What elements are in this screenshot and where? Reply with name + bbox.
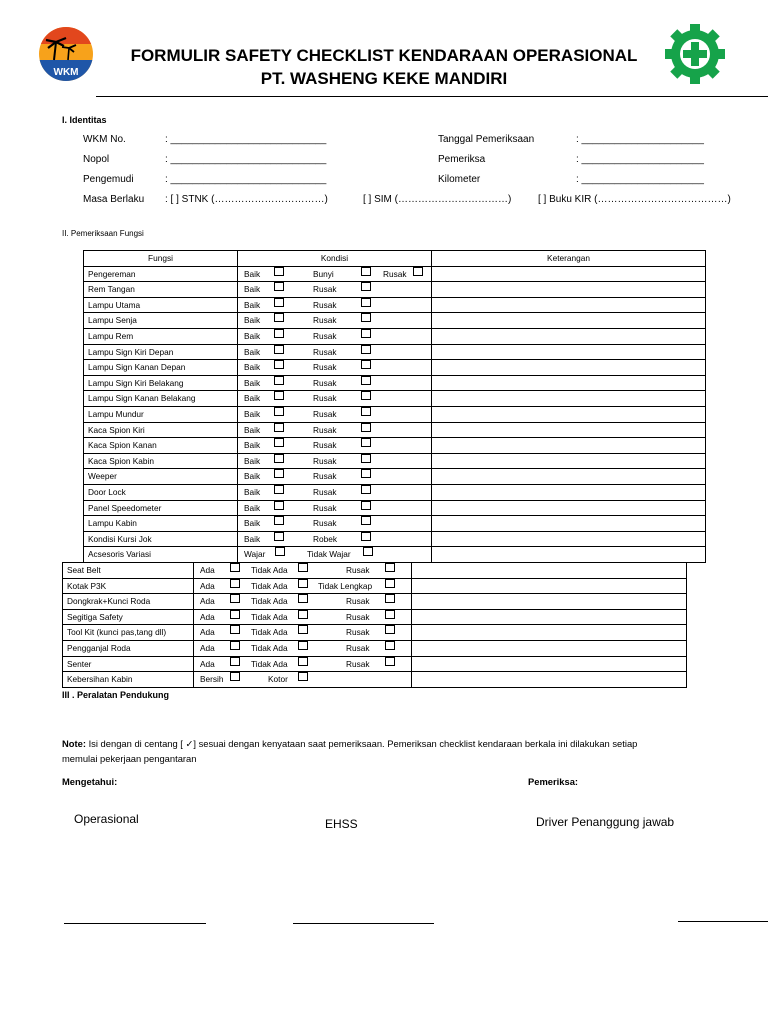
condition-label: Baik: [244, 315, 261, 326]
table-row: [84, 375, 706, 391]
table-row: [84, 266, 706, 282]
keterangan-cell[interactable]: [412, 625, 687, 641]
keterangan-cell[interactable]: [432, 282, 706, 298]
table-row-label: Dongkrak+Kunci Roda: [63, 594, 194, 610]
checkbox[interactable]: [298, 610, 308, 619]
checkbox[interactable]: [361, 298, 371, 307]
checkbox[interactable]: [361, 345, 371, 354]
table-row-label: Door Lock: [84, 484, 238, 500]
checkbox[interactable]: [274, 298, 284, 307]
checkbox[interactable]: [298, 594, 308, 603]
company-name: PT. WASHENG KEKE MANDIRI: [260, 69, 508, 88]
condition-label: Rusak: [313, 486, 337, 497]
checkbox[interactable]: [230, 610, 240, 619]
condition-label: Bunyi: [313, 268, 334, 279]
checkbox[interactable]: [361, 376, 371, 385]
condition-label: Rusak: [346, 565, 370, 575]
condition-label: Ada: [200, 642, 215, 653]
keterangan-cell[interactable]: [432, 422, 706, 438]
condition-label: Ada: [200, 580, 215, 591]
condition-label: Rusak: [313, 330, 337, 341]
ehss-label: EHSS: [325, 817, 358, 831]
checkbox[interactable]: [274, 516, 284, 525]
condition-label: Robek: [313, 533, 337, 544]
table-row-label: Panel Speedometer: [84, 500, 238, 516]
table-row-label: Segitiga Safety: [63, 609, 194, 625]
checkbox[interactable]: [361, 423, 371, 432]
pemeriksaan-table: [83, 250, 706, 563]
table-row: [84, 391, 706, 407]
column-header: Kondisi: [238, 251, 432, 267]
table-row-label: Kaca Spion Kabin: [84, 453, 238, 469]
table-row-label: Kaca Spion Kanan: [84, 438, 238, 454]
condition-label: Rusak: [346, 627, 370, 638]
signature-line-ehss[interactable]: [293, 923, 434, 924]
table-row-label: Lampu Senja: [84, 313, 238, 329]
keterangan-cell[interactable]: [412, 640, 687, 656]
table-row-label: Kondisi Kursi Jok: [84, 531, 238, 547]
nopol-field[interactable]: : ____________________________: [165, 154, 327, 165]
table-row-label: Lampu Utama: [84, 297, 238, 313]
table-row: [84, 516, 706, 532]
condition-label: Rusak: [313, 518, 337, 529]
keterangan-cell[interactable]: [432, 328, 706, 344]
pemeriksa-label: Pemeriksa:: [528, 776, 579, 787]
keterangan-cell[interactable]: [432, 406, 706, 422]
checkbox[interactable]: [385, 579, 395, 588]
checkbox[interactable]: [385, 610, 395, 619]
keterangan-cell[interactable]: [432, 500, 706, 516]
driver-label: Driver Penanggung jawab: [536, 815, 675, 829]
condition-label: Rusak: [313, 424, 337, 435]
condition-label: Rusak: [346, 642, 370, 653]
checkbox[interactable]: [274, 438, 284, 447]
operasional-label: Operasional: [74, 812, 139, 826]
checkbox[interactable]: [230, 672, 240, 681]
checkbox[interactable]: [385, 625, 395, 634]
condition-label: Tidak Lengkap: [318, 580, 373, 591]
condition-label: Rusak: [346, 611, 370, 622]
signature-line-driver[interactable]: [678, 921, 768, 922]
condition-label: Tidak Ada: [251, 658, 288, 669]
checkbox[interactable]: [298, 563, 308, 572]
table-row-label: Tool Kit (kunci pas,tang dll): [63, 625, 194, 641]
checkbox[interactable]: [230, 579, 240, 588]
condition-label: Rusak: [346, 658, 370, 669]
pemeriksaan-heading: II. Pemeriksaan Fungsi: [62, 229, 144, 238]
condition-label: Baik: [244, 284, 261, 295]
checkbox[interactable]: [230, 563, 240, 572]
table-row: [84, 547, 706, 563]
condition-label: Rusak: [313, 440, 337, 451]
signature-line-operasional[interactable]: [64, 923, 206, 924]
table-row: [84, 453, 706, 469]
condition-label: Rusak: [313, 393, 337, 404]
checkbox[interactable]: [274, 329, 284, 338]
checkbox[interactable]: [230, 641, 240, 650]
checkbox[interactable]: [275, 547, 285, 556]
condition-label: Baik: [244, 299, 261, 310]
table-row: [63, 563, 687, 579]
table-row: [84, 469, 706, 485]
checkbox[interactable]: [361, 407, 371, 416]
keterangan-cell[interactable]: [432, 266, 706, 282]
field-label: Kilometer: [438, 174, 481, 185]
condition-label: Rusak: [313, 455, 337, 466]
table-row: [63, 578, 687, 594]
table-row-label: Lampu Mundur: [84, 406, 238, 422]
table-row: [63, 672, 687, 688]
condition-label: Tidak Ada: [251, 611, 288, 622]
note-label: Note:: [62, 738, 86, 749]
checkbox[interactable]: [274, 267, 284, 276]
condition-label: Bersih: [200, 674, 224, 685]
checkbox[interactable]: [413, 267, 423, 276]
table-row: [84, 531, 706, 547]
condition-label: Rusak: [313, 315, 337, 326]
checkbox[interactable]: [361, 391, 371, 400]
keterangan-cell[interactable]: [412, 656, 687, 672]
condition-label: Rusak: [313, 377, 337, 388]
condition-label: Baik: [244, 268, 261, 279]
table-row-label: Weeper: [84, 469, 238, 485]
table-row-label: Lampu Rem: [84, 328, 238, 344]
checkbox[interactable]: [361, 516, 371, 525]
kilometer-field[interactable]: : ______________________: [576, 174, 704, 185]
checkbox[interactable]: [385, 594, 395, 603]
condition-label: Tidak Ada: [251, 642, 288, 653]
keterangan-cell[interactable]: [432, 453, 706, 469]
checkbox[interactable]: [361, 501, 371, 510]
keterangan-cell[interactable]: [432, 469, 706, 485]
keterangan-cell[interactable]: [432, 360, 706, 376]
field-label: WKM No.: [83, 134, 126, 145]
condition-label: Baik: [244, 471, 261, 482]
checkbox[interactable]: [361, 329, 371, 338]
checkbox[interactable]: [361, 360, 371, 369]
condition-label: Baik: [244, 440, 261, 451]
pemeriksa-field[interactable]: : ______________________: [576, 154, 704, 165]
table-row-label: Kotak P3K: [63, 578, 194, 594]
table-row-label: Lampu Sign Kiri Depan: [84, 344, 238, 360]
table-row-label: Kaca Spion Kiri: [84, 422, 238, 438]
note-body: Isi dengan di centang [ ✓] sesuai dengan kenyataan saat pemeriksaan. Pemeriksan checklist kendaraan berkala ini dilakukan setiap: [85, 738, 638, 749]
field-label: Pengemudi: [83, 174, 134, 185]
checkbox[interactable]: [363, 547, 373, 556]
checkbox[interactable]: [361, 532, 371, 541]
condition-label: Tidak Ada: [251, 627, 288, 638]
table-row-label: Pengganjal Roda: [63, 640, 194, 656]
condition-label: Rusak: [346, 596, 370, 607]
table-row: [84, 344, 706, 360]
condition-label: Tidak Ada: [251, 596, 288, 607]
stnk-field[interactable]: : [ ] STNK (……………………………): [165, 194, 328, 205]
table-row-label: Lampu Sign Kiri Belakang: [84, 375, 238, 391]
keterangan-cell[interactable]: [412, 563, 687, 579]
condition-label: Tidak Ada: [251, 580, 288, 591]
tanggal-field[interactable]: : ______________________: [576, 134, 704, 145]
checkbox[interactable]: [361, 267, 371, 276]
column-header: Fungsi: [84, 251, 238, 267]
condition-label: Baik: [244, 393, 261, 404]
condition-label: Baik: [244, 502, 261, 513]
checkbox[interactable]: [361, 313, 371, 322]
condition-label: Baik: [244, 518, 261, 529]
checkbox[interactable]: [298, 579, 308, 588]
keterangan-cell[interactable]: [432, 375, 706, 391]
sim-field[interactable]: [ ] SIM (……………………………): [363, 194, 512, 205]
condition-label: Baik: [244, 362, 261, 373]
table-row-label: Lampu Sign Kanan Depan: [84, 360, 238, 376]
table-row: [84, 406, 706, 422]
keterangan-cell[interactable]: [432, 391, 706, 407]
kir-field[interactable]: [ ] Buku KIR (…………………………………): [538, 194, 731, 205]
table-row-label: Pengereman: [84, 266, 238, 282]
condition-label: Ada: [200, 627, 215, 638]
checkbox[interactable]: [274, 282, 284, 291]
wkm-no-field[interactable]: : ____________________________: [165, 134, 327, 145]
table-row: [84, 328, 706, 344]
condition-label: Rusak: [313, 299, 337, 310]
condition-label: Baik: [244, 330, 261, 341]
table-row: [84, 422, 706, 438]
keterangan-cell[interactable]: [432, 484, 706, 500]
condition-label: Rusak: [313, 284, 337, 295]
checkbox[interactable]: [385, 641, 395, 650]
table-row: [63, 625, 687, 641]
checkbox[interactable]: [274, 423, 284, 432]
table-row-label: Senter: [63, 656, 194, 672]
keterangan-cell[interactable]: [412, 578, 687, 594]
checkbox[interactable]: [274, 407, 284, 416]
table-row: [84, 282, 706, 298]
column-header: Keterangan: [432, 251, 706, 267]
checkbox[interactable]: [274, 469, 284, 478]
table-row: [63, 656, 687, 672]
checkbox[interactable]: [274, 360, 284, 369]
condition-label: Rusak: [313, 471, 337, 482]
keterangan-cell[interactable]: [412, 672, 687, 688]
checkbox[interactable]: [298, 625, 308, 634]
condition-label: Tidak Ada: [251, 565, 288, 575]
condition-label: Ada: [200, 611, 215, 622]
header-divider: [96, 96, 768, 97]
table-row-label: Kebersihan Kabin: [63, 672, 194, 688]
field-label: Pemeriksa: [438, 154, 486, 165]
table-row: [84, 438, 706, 454]
checkbox[interactable]: [385, 657, 395, 666]
condition-label: Kotor: [268, 674, 288, 685]
checkbox[interactable]: [274, 485, 284, 494]
table-row-label: Acsesoris Variasi: [84, 547, 238, 563]
keterangan-cell[interactable]: [432, 297, 706, 313]
table-row: [84, 360, 706, 376]
condition-label: Rusak: [313, 502, 337, 513]
table-row-label: Seat Belt: [63, 563, 194, 579]
condition-label: Baik: [244, 455, 261, 466]
table-row: [84, 484, 706, 500]
checkbox[interactable]: [361, 485, 371, 494]
mengetahui-label: Mengetahui:: [62, 776, 118, 787]
keterangan-cell[interactable]: [412, 594, 687, 610]
table-row-label: Lampu Sign Kanan Belakang: [84, 391, 238, 407]
condition-label: Wajar: [244, 549, 266, 560]
table-row: [63, 640, 687, 656]
checkbox[interactable]: [274, 345, 284, 354]
checkbox[interactable]: [361, 282, 371, 291]
keterangan-cell[interactable]: [432, 516, 706, 532]
condition-label: Baik: [244, 533, 261, 544]
note-text: [62, 738, 637, 750]
condition-label: Baik: [244, 346, 261, 357]
condition-label: Ada: [200, 658, 215, 669]
condition-label: Ada: [200, 596, 215, 607]
condition-label: Tidak Wajar: [307, 549, 351, 560]
logo-text: WKM: [53, 67, 79, 78]
checkbox[interactable]: [230, 657, 240, 666]
table-row: [84, 313, 706, 329]
field-label: Nopol: [83, 154, 110, 165]
pengemudi-field[interactable]: : ____________________________: [165, 174, 327, 185]
keterangan-cell[interactable]: [432, 344, 706, 360]
form-title: FORMULIR SAFETY CHECKLIST KENDARAAN OPERASIONAL: [130, 46, 638, 65]
condition-label: Rusak: [313, 346, 337, 357]
k3-safety-icon: [662, 21, 728, 87]
masa-berlaku-label: Masa Berlaku: [83, 194, 145, 205]
identitas-heading: I. Identitas: [62, 115, 107, 125]
peralatan-table: [62, 562, 687, 688]
field-label: Tanggal Pemeriksaan: [438, 134, 535, 145]
checkbox[interactable]: [298, 657, 308, 666]
condition-label: Baik: [244, 377, 261, 388]
note-body-2: memulai pekerjaan pengantaran: [62, 753, 197, 764]
table-row: [84, 500, 706, 516]
condition-label: Rusak: [383, 268, 407, 279]
condition-label: Ada: [200, 565, 215, 575]
checkbox[interactable]: [274, 391, 284, 400]
condition-label: Baik: [244, 408, 261, 419]
checkbox[interactable]: [298, 672, 308, 681]
table-row-label: Rem Tangan: [84, 282, 238, 298]
checkbox[interactable]: [274, 501, 284, 510]
condition-label: Baik: [244, 424, 261, 435]
keterangan-cell[interactable]: [432, 547, 706, 563]
condition-label: Rusak: [313, 362, 337, 373]
checkbox[interactable]: [361, 438, 371, 447]
condition-label: Rusak: [313, 408, 337, 419]
keterangan-cell[interactable]: [432, 531, 706, 547]
keterangan-cell[interactable]: [432, 438, 706, 454]
table-row: [63, 609, 687, 625]
checkbox[interactable]: [298, 641, 308, 650]
checkbox[interactable]: [274, 532, 284, 541]
peralatan-heading: III . Peralatan Pendukung: [62, 690, 170, 700]
checkbox[interactable]: [361, 454, 371, 463]
checkbox[interactable]: [274, 454, 284, 463]
checkbox[interactable]: [274, 313, 284, 322]
table-row: [84, 297, 706, 313]
keterangan-cell[interactable]: [432, 313, 706, 329]
table-row: [63, 594, 687, 610]
checkbox[interactable]: [385, 563, 395, 572]
keterangan-cell[interactable]: [412, 609, 687, 625]
checkbox[interactable]: [274, 376, 284, 385]
condition-label: Baik: [244, 486, 261, 497]
checkbox[interactable]: [361, 469, 371, 478]
checkbox[interactable]: [230, 625, 240, 634]
checkbox[interactable]: [230, 594, 240, 603]
table-row-label: Lampu Kabin: [84, 516, 238, 532]
